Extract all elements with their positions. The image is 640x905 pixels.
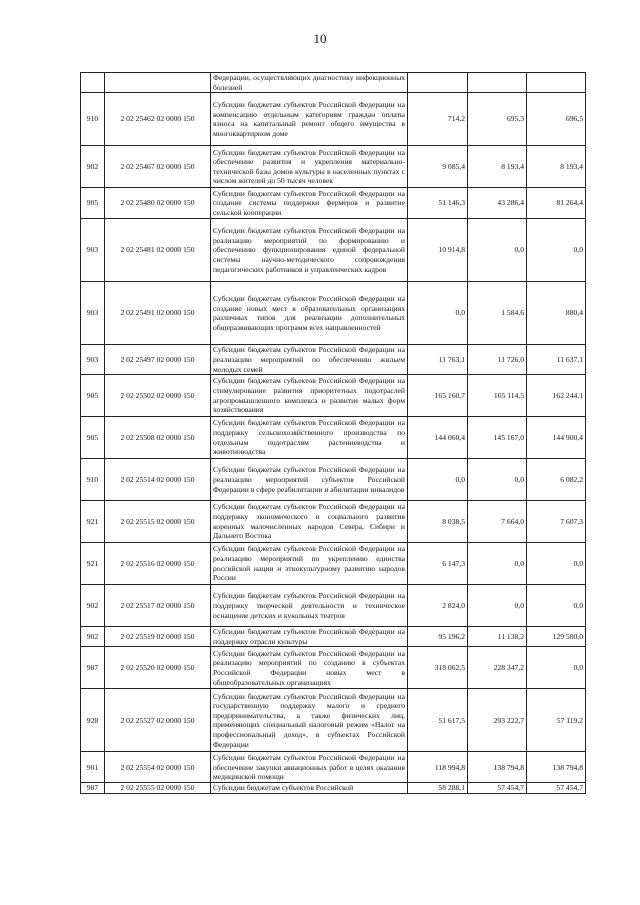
admin-code-cell: 907 (81, 783, 105, 794)
amount-year-3-cell: 0,0 (527, 543, 586, 585)
table-row (81, 585, 586, 627)
amount-year-2-cell: 57 454,7 (468, 783, 527, 794)
table-row (81, 689, 586, 752)
budget-code-cell: 2 02 25462 02 0000 150 (105, 93, 211, 146)
amount-year-1-cell: 51 617,5 (408, 689, 468, 752)
amount-year-3-cell: 57 454,7 (527, 783, 586, 794)
amount-year-3-cell: 0,0 (527, 219, 586, 282)
budget-code-cell: 2 02 25502 02 0000 150 (105, 375, 211, 417)
budget-code-cell: 2 02 25497 02 0000 150 (105, 345, 211, 375)
table-row (81, 146, 586, 188)
table-row (81, 93, 586, 146)
admin-code-cell: 910 (81, 459, 105, 501)
table-row (81, 627, 586, 647)
description-cell: Субсидии бюджетам субъектов Российской Федерации на создание новых мест в образовательных организациях различных типов для реализации дополнительных общеразвивающих программ всех направленностей (211, 282, 408, 345)
amount-year-3-cell: 0,0 (527, 647, 586, 689)
subsidies-table (80, 72, 586, 794)
table-row (81, 543, 586, 585)
admin-code-cell: 905 (81, 375, 105, 417)
table-row (81, 345, 586, 375)
amount-year-3-cell: 81 264,4 (527, 188, 586, 219)
amount-year-2-cell: 0,0 (468, 219, 527, 282)
table-body (81, 73, 586, 794)
amount-year-1-cell: 0,0 (408, 282, 468, 345)
amount-year-1-cell: 9 085,4 (408, 146, 468, 188)
amount-year-1-cell (408, 73, 468, 93)
amount-year-1-cell: 8 038,5 (408, 501, 468, 543)
amount-year-2-cell: 1 584,6 (468, 282, 527, 345)
admin-code-cell: 905 (81, 417, 105, 459)
amount-year-1-cell: 714,2 (408, 93, 468, 146)
amount-year-2-cell: 228 347,2 (468, 647, 527, 689)
amount-year-2-cell: 7 664,0 (468, 501, 527, 543)
budget-code-cell: 2 02 25519 02 0000 150 (105, 627, 211, 647)
amount-year-2-cell: 11 726,0 (468, 345, 527, 375)
amount-year-1-cell: 118 994,8 (408, 752, 468, 783)
description-cell: Субсидии бюджетам субъектов Российской Федерации на реализацию мероприятий по обеспечению жильем молодых семей (211, 345, 408, 375)
description-cell: Субсидии бюджетам субъектов Российской Федерации на реализацию мероприятий субъектов Российской Федерации в сфере реабилитации и абилитации инвалидов (211, 459, 408, 501)
description-cell: Субсидии бюджетам субъектов Российской (211, 783, 408, 794)
budget-code-cell: 2 02 25520 02 0000 150 (105, 647, 211, 689)
description-cell: Субсидии бюджетам субъектов Российской Федерации на компенсацию отдельным категориям граждан оплаты взноса на капитальный ремонт общего имущества в многоквартирном доме (211, 93, 408, 146)
admin-code-cell: 902 (81, 627, 105, 647)
admin-code-cell: 907 (81, 647, 105, 689)
amount-year-2-cell: 43 286,4 (468, 188, 527, 219)
admin-code-cell (81, 73, 105, 93)
amount-year-2-cell: 8 193,4 (468, 146, 527, 188)
table-row (81, 459, 586, 501)
admin-code-cell: 903 (81, 219, 105, 282)
budget-code-cell: 2 02 25554 02 0000 150 (105, 752, 211, 783)
amount-year-1-cell: 144 060,4 (408, 417, 468, 459)
budget-code-cell: 2 02 25517 02 0000 150 (105, 585, 211, 627)
amount-year-3-cell: 696,5 (527, 93, 586, 146)
amount-year-3-cell: 57 119,2 (527, 689, 586, 752)
table-row (81, 417, 586, 459)
admin-code-cell: 901 (81, 752, 105, 783)
description-cell: Субсидии бюджетам субъектов Российской Федерации на поддержку экономического и социального развития коренных малочисленных народов Севера, Сибири и Дальнего Востока (211, 501, 408, 543)
table-row (81, 375, 586, 417)
table-row (81, 73, 586, 93)
budget-code-cell (105, 73, 211, 93)
table-row (81, 282, 586, 345)
page-number: 10 (313, 31, 327, 46)
description-cell: Федерации, осуществляющих диагностику инфекционных болезней (211, 73, 408, 93)
amount-year-2-cell: 0,0 (468, 459, 527, 501)
amount-year-3-cell: 11 637,1 (527, 345, 586, 375)
amount-year-3-cell: 6 082,2 (527, 459, 586, 501)
budget-code-cell: 2 02 25555 02 0000 150 (105, 783, 211, 794)
budget-code-cell: 2 02 25516 02 0000 150 (105, 543, 211, 585)
admin-code-cell: 903 (81, 345, 105, 375)
admin-code-cell: 921 (81, 543, 105, 585)
budget-code-cell: 2 02 25481 02 0000 150 (105, 219, 211, 282)
amount-year-3-cell: 129 500,0 (527, 627, 586, 647)
amount-year-1-cell: 165 160,7 (408, 375, 468, 417)
admin-code-cell: 910 (81, 93, 105, 146)
budget-code-cell: 2 02 25467 02 0000 150 (105, 146, 211, 188)
amount-year-2-cell: 0,0 (468, 585, 527, 627)
amount-year-2-cell: 165 114,5 (468, 375, 527, 417)
table-row (81, 647, 586, 689)
admin-code-cell: 902 (81, 585, 105, 627)
amount-year-2-cell (468, 73, 527, 93)
amount-year-2-cell: 138 794,8 (468, 752, 527, 783)
amount-year-3-cell: 138 794,8 (527, 752, 586, 783)
amount-year-2-cell: 293 222,7 (468, 689, 527, 752)
table-row (81, 188, 586, 219)
description-cell: Субсидии бюджетам субъектов Российской Федерации на поддержку сельскохозяйственного производства по отдельным подотраслям растениеводства и животноводства (211, 417, 408, 459)
amount-year-1-cell: 318 062,5 (408, 647, 468, 689)
amount-year-1-cell: 0,0 (408, 459, 468, 501)
budget-code-cell: 2 02 25527 02 0000 150 (105, 689, 211, 752)
description-cell: Субсидии бюджетам субъектов Российской Федерации на реализацию мероприятий по формированию и обеспечению функционирования единой федеральной системы научно-методического сопровождения педагогических работников и управленческих кадров (211, 219, 408, 282)
description-cell: Субсидии бюджетам субъектов Российской Федерации на реализацию мероприятий по созданию в субъектах Российской Федерации новых мест в общеобразовательных организациях (211, 647, 408, 689)
amount-year-3-cell: 144 900,4 (527, 417, 586, 459)
table-row (81, 219, 586, 282)
amount-year-2-cell: 695,3 (468, 93, 527, 146)
amount-year-3-cell: 880,4 (527, 282, 586, 345)
description-cell: Субсидии бюджетам субъектов Российской Федерации на создание системы поддержки фермеров и развитие сельской кооперации (211, 188, 408, 219)
admin-code-cell: 921 (81, 501, 105, 543)
amount-year-3-cell: 0,0 (527, 585, 586, 627)
admin-code-cell: 902 (81, 146, 105, 188)
amount-year-2-cell: 11 138,2 (468, 627, 527, 647)
amount-year-3-cell: 162 244,1 (527, 375, 586, 417)
table-row (81, 501, 586, 543)
amount-year-3-cell: 8 193,4 (527, 146, 586, 188)
amount-year-2-cell: 145 167,0 (468, 417, 527, 459)
amount-year-1-cell: 95 196,2 (408, 627, 468, 647)
table-row (81, 752, 586, 783)
budget-code-cell: 2 02 25480 02 0000 150 (105, 188, 211, 219)
table-row (81, 783, 586, 794)
description-cell: Субсидии бюджетам субъектов Российской Федерации на поддержку творческой деятельности и техническое оснащение детских и кукольных театров (211, 585, 408, 627)
description-cell: Субсидии бюджетам субъектов Российской Федерации на государственную поддержку малого и среднего предпринимательства, а также физических лиц, применяющих специальный налоговый режим «Налог на профессиональный доход», в субъектах Российской Федерации (211, 689, 408, 752)
description-cell: Субсидии бюджетам субъектов Российской Федерации на реализацию мероприятий по укреплению единства российской нации и этнокультурному развитию народов России (211, 543, 408, 585)
amount-year-3-cell (527, 73, 586, 93)
amount-year-1-cell: 2 824,0 (408, 585, 468, 627)
budget-code-cell: 2 02 25491 02 0000 150 (105, 282, 211, 345)
description-cell: Субсидии бюджетам субъектов Российской Федерации на обеспечение развития и укрепления материально-технической базы домов культуры в населенных пунктах с числом жителей до 50 тысяч человек (211, 146, 408, 188)
budget-code-cell: 2 02 25514 02 0000 150 (105, 459, 211, 501)
admin-code-cell: 903 (81, 282, 105, 345)
amount-year-1-cell: 11 763,1 (408, 345, 468, 375)
description-cell: Субсидии бюджетам субъектов Российской Федерации на поддержку отрасли культуры (211, 627, 408, 647)
amount-year-2-cell: 0,0 (468, 543, 527, 585)
budget-code-cell: 2 02 25508 02 0000 150 (105, 417, 211, 459)
amount-year-1-cell: 51 146,3 (408, 188, 468, 219)
amount-year-1-cell: 10 914,8 (408, 219, 468, 282)
description-cell: Субсидии бюджетам субъектов Российской Федерации на обеспечение закупки авиационных работ в целях оказания медицинской помощи (211, 752, 408, 783)
budget-code-cell: 2 02 25515 02 0000 150 (105, 501, 211, 543)
description-cell: Субсидии бюджетам субъектов Российской Федерации на стимулирование развития приоритетных подотраслей агропромышленного комплекса и развитие малых форм хозяйствования (211, 375, 408, 417)
amount-year-1-cell: 6 147,3 (408, 543, 468, 585)
amount-year-1-cell: 58 288,1 (408, 783, 468, 794)
admin-code-cell: 905 (81, 188, 105, 219)
admin-code-cell: 928 (81, 689, 105, 752)
amount-year-3-cell: 7 607,3 (527, 501, 586, 543)
